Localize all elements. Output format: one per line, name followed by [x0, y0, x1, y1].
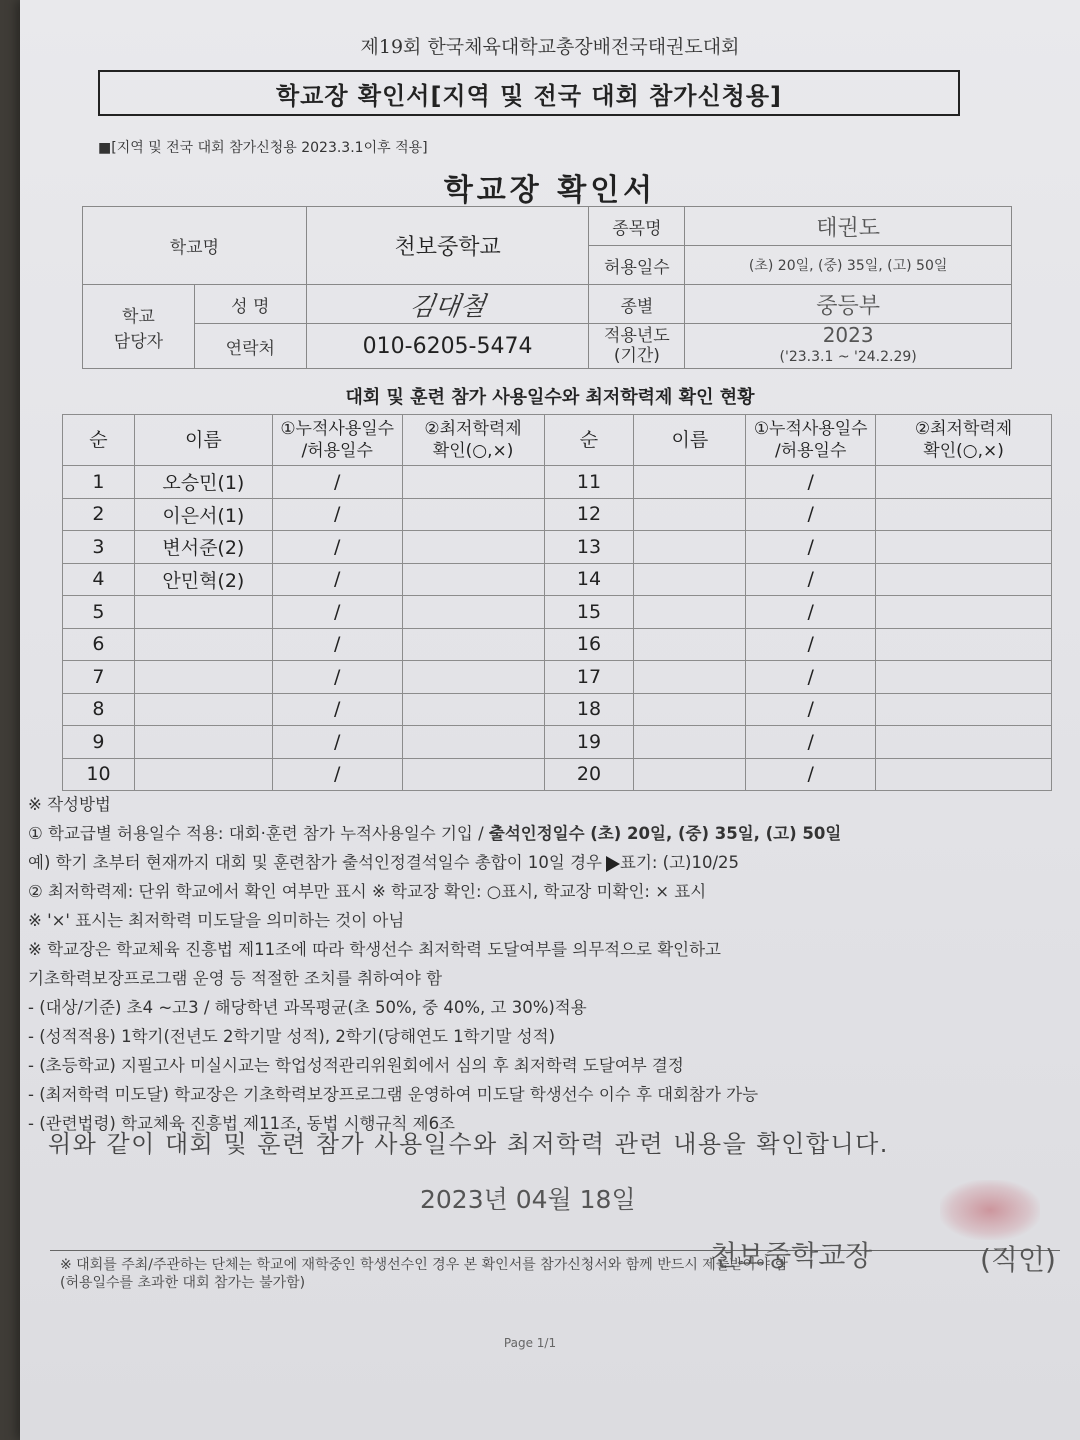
main-title: 학교장 확인서: [443, 173, 657, 208]
cell-check[interactable]: [402, 531, 544, 564]
note-line: ② 최저학력제: 단위 학교에서 확인 여부만 표시 ※ 학교장 확인: ○표시, 학교장 미확인: × 표시: [28, 882, 707, 901]
cell-check-right[interactable]: [876, 693, 1052, 726]
cell-check-right[interactable]: [876, 563, 1052, 596]
manager-label-line2: 담당자: [113, 331, 164, 352]
division-value: 중등부: [685, 285, 1012, 324]
cell-name: [134, 726, 272, 759]
note-1b: 출석인정일수 (초) 20일, (중) 35일, (고) 50일: [488, 824, 842, 843]
table-row: [63, 726, 1052, 759]
school-name: 천보중학교: [306, 207, 589, 285]
footnote: [60, 1256, 1070, 1292]
cell-no-right: 16: [544, 628, 634, 661]
cell-name: [134, 758, 272, 791]
cell-days-right: /: [746, 498, 876, 531]
cell-days-right: /: [746, 596, 876, 629]
cell-name: 안민혁(2): [134, 563, 272, 596]
competition-header: 제19회 한국체육대학교총장배전국태권도대회: [360, 36, 740, 58]
document-date: 2023년 04월 18일: [420, 1185, 636, 1214]
note-line: ※ 학교장은 학교체육 진흥법 제11조에 따라 학생선수 최저학력 도달여부를 의무적으로 확인하고: [28, 940, 721, 959]
school-label: 학교명: [83, 207, 307, 285]
cell-name-right: [634, 531, 746, 564]
official-seal-label: (직인): [980, 1243, 1056, 1276]
cell-no: 7: [63, 661, 135, 694]
cell-no-right: 11: [544, 466, 634, 499]
note-1a: ① 학교급별 허용일수 적용: 대회·훈련 참가 누적사용일수 기입 /: [28, 824, 489, 843]
cell-no: 5: [63, 596, 135, 629]
cell-check[interactable]: [402, 661, 544, 694]
cell-days-right: /: [746, 563, 876, 596]
section-title: 대회 및 훈련 참가 사용일수와 최저학력제 확인 현황: [345, 387, 755, 408]
footer-divider: [50, 1250, 1060, 1251]
cell-no-right: 13: [544, 531, 634, 564]
note-line: - (초등학교) 지필고사 미실시교는 학업성적관리위원회에서 심의 후 최저학력 도달여부 결정: [28, 1056, 684, 1075]
cell-no: 10: [63, 758, 135, 791]
year-value: 2023: [822, 323, 874, 347]
col-no-right: 순: [544, 415, 634, 466]
cell-check[interactable]: [402, 498, 544, 531]
cell-no-right: 19: [544, 726, 634, 759]
table-body: [63, 466, 1052, 791]
cell-name-right: [634, 693, 746, 726]
cell-no-right: 20: [544, 758, 634, 791]
cell-check-right[interactable]: [876, 466, 1052, 499]
note-line: - (최저학력 미도달) 학교장은 기초학력보장프로그램 운영하여 미도달 학생선수 이수 후 대회참가 가능: [28, 1085, 759, 1104]
cell-no-right: 15: [544, 596, 634, 629]
cell-no-right: 12: [544, 498, 634, 531]
col-days-right-line1: ①누적사용일수: [753, 419, 868, 439]
col-check: [402, 415, 544, 466]
notes-heading: ※ 작성방법: [28, 795, 111, 814]
footnote-line2: (허용일수를 초과한 대회 참가는 불가함): [60, 1275, 306, 1291]
cell-days-right: /: [746, 726, 876, 759]
cell-name-right: [634, 563, 746, 596]
note-line: [28, 819, 1068, 848]
cell-name: 변서준(2): [134, 531, 272, 564]
cell-check-right[interactable]: [876, 596, 1052, 629]
allowed-days-value: (초) 20일, (중) 35일, (고) 50일: [685, 246, 1012, 285]
note-line: ※ '×' 표시는 최저학력 미도달을 의미하는 것이 아님: [28, 911, 405, 930]
arrow-right-icon: [606, 856, 620, 872]
event-label: 종목명: [589, 207, 685, 246]
cell-days: /: [272, 726, 402, 759]
document-page: [20, 0, 1080, 1440]
col-days-line1: ①누적사용일수: [280, 419, 395, 439]
cell-check[interactable]: [402, 596, 544, 629]
cell-no: 3: [63, 531, 135, 564]
cell-no: 4: [63, 563, 135, 596]
table-row: [63, 498, 1052, 531]
period-value: ('23.3.1 ~ '24.2.29): [779, 349, 917, 365]
manager-label: [83, 285, 195, 369]
cell-check[interactable]: [402, 758, 544, 791]
info-table: [82, 206, 1012, 369]
cell-no-right: 14: [544, 563, 634, 596]
cell-no: 1: [63, 466, 135, 499]
col-check-right-line2: 확인(○,×): [923, 441, 1004, 461]
cell-name-right: [634, 466, 746, 499]
cell-name-right: [634, 596, 746, 629]
cell-check-right[interactable]: [876, 726, 1052, 759]
cell-no: 9: [63, 726, 135, 759]
cell-days: /: [272, 693, 402, 726]
cell-no-right: 17: [544, 661, 634, 694]
cell-name-right: [634, 661, 746, 694]
year-label: [589, 324, 685, 369]
table-row: [63, 661, 1052, 694]
cell-check-right[interactable]: [876, 661, 1052, 694]
cell-days-right: /: [746, 693, 876, 726]
cell-check-right[interactable]: [876, 531, 1052, 564]
note-line: 기초학력보장프로그램 운영 등 적절한 조치를 취하여야 함: [28, 969, 443, 988]
cell-days: /: [272, 466, 402, 499]
cell-no: 8: [63, 693, 135, 726]
title-box: 학교장 확인서[지역 및 전국 대회 참가신청용]: [98, 70, 960, 116]
confirmation-statement: 위와 같이 대회 및 훈련 참가 사용일수와 최저학력 관련 내용을 확인합니다.: [48, 1130, 889, 1158]
cell-days: /: [272, 498, 402, 531]
year-label-line2: (기간): [613, 346, 660, 366]
cell-check[interactable]: [402, 628, 544, 661]
event-value: 태권도: [685, 207, 1012, 246]
cell-days-right: /: [746, 661, 876, 694]
col-check-right: [876, 415, 1052, 466]
cell-check[interactable]: [402, 563, 544, 596]
col-check-line2: 확인(○,×): [432, 441, 514, 461]
cell-name-right: [634, 726, 746, 759]
participants-table: [62, 414, 1052, 791]
cell-name-right: [634, 758, 746, 791]
writing-instructions: [28, 790, 1068, 1138]
cell-name: [134, 693, 272, 726]
note-line: - (성적적용) 1학기(전년도 2학기말 성적), 2학기(당해연도 1학기말 성적): [28, 1027, 556, 1046]
cell-no: 6: [63, 628, 135, 661]
col-check-right-line1: ②최저학력제: [914, 419, 1013, 439]
cell-name: [134, 628, 272, 661]
cell-check[interactable]: [402, 726, 544, 759]
cell-days-right: /: [746, 466, 876, 499]
cell-days-right: /: [746, 628, 876, 661]
table-row: [63, 693, 1052, 726]
cell-check-right[interactable]: [876, 498, 1052, 531]
table-row: [63, 596, 1052, 629]
note-line: - (대상/기준) 초4 ~고3 / 해당학년 과목평균(초 50%, 중 40%, 고 30%)적용: [28, 998, 587, 1017]
cell-days: /: [272, 531, 402, 564]
table-row: [63, 758, 1052, 791]
year-cell: [685, 324, 1012, 369]
col-name-right: 이름: [634, 415, 746, 466]
col-name: 이름: [134, 415, 272, 466]
cell-days: /: [272, 596, 402, 629]
cell-no-right: 18: [544, 693, 634, 726]
cell-name-right: [634, 498, 746, 531]
col-days-right-line2: /허용일수: [774, 441, 847, 461]
page-number: Page 1/1: [503, 1336, 557, 1350]
allowed-days-label: 허용일수: [589, 246, 685, 285]
name-label: 성 명: [194, 285, 306, 324]
cell-check-right[interactable]: [876, 628, 1052, 661]
cell-days: /: [272, 563, 402, 596]
year-label-line1: 적용년도: [604, 326, 670, 346]
cell-days: /: [272, 758, 402, 791]
table-row: [63, 563, 1052, 596]
red-stamp-mark: [940, 1180, 1040, 1240]
cell-check[interactable]: [402, 693, 544, 726]
col-days-right: [746, 415, 876, 466]
cell-days: /: [272, 628, 402, 661]
cell-check[interactable]: [402, 466, 544, 499]
cell-name: 이은서(1): [134, 498, 272, 531]
contact-label: 연락처: [194, 324, 306, 369]
table-row: [63, 531, 1052, 564]
name-signature-cell: [306, 285, 589, 324]
footnote-line1: ※ 대회를 주최/주관하는 단체는 학교에 재학중인 학생선수인 경우 본 확인서를 참가신청서와 함께 반드시 제출받아야 함: [60, 1257, 788, 1273]
handwritten-signature: 김대철: [407, 291, 488, 322]
note-2a: 예) 학기 초부터 현재까지 대회 및 훈련참가 출석인정결석일수 총합이 10일 경우: [28, 853, 602, 872]
col-days-line2: /허용일수: [301, 441, 373, 461]
table-row: [63, 628, 1052, 661]
note-line: - (관련법령) 학교체육 진흥법 제11조, 동법 시행규칙 제6조: [28, 1114, 455, 1133]
manager-label-line1: 학교: [122, 306, 155, 327]
table-header-row: [63, 415, 1052, 466]
cell-name-right: [634, 628, 746, 661]
col-check-line1: ②최저학력제: [424, 419, 522, 439]
principal-title: 천보중학교장: [710, 1239, 873, 1272]
cell-name: [134, 596, 272, 629]
cell-days-right: /: [746, 531, 876, 564]
cell-days: /: [272, 661, 402, 694]
col-days: [272, 415, 402, 466]
cell-days-right: /: [746, 758, 876, 791]
cell-name: 오승민(1): [134, 466, 272, 499]
table-row: [63, 466, 1052, 499]
cell-no: 2: [63, 498, 135, 531]
note-line: [28, 848, 1068, 877]
applicability-tag: ■[지역 및 전국 대회 참가신청용 2023.3.1이후 적용]: [98, 140, 428, 156]
col-no: 순: [63, 415, 135, 466]
cell-name: [134, 661, 272, 694]
note-2b: 표기: (고)10/25: [620, 853, 740, 872]
cell-check-right[interactable]: [876, 758, 1052, 791]
contact-value: 010-6205-5474: [306, 324, 589, 369]
division-label: 종별: [589, 285, 685, 324]
